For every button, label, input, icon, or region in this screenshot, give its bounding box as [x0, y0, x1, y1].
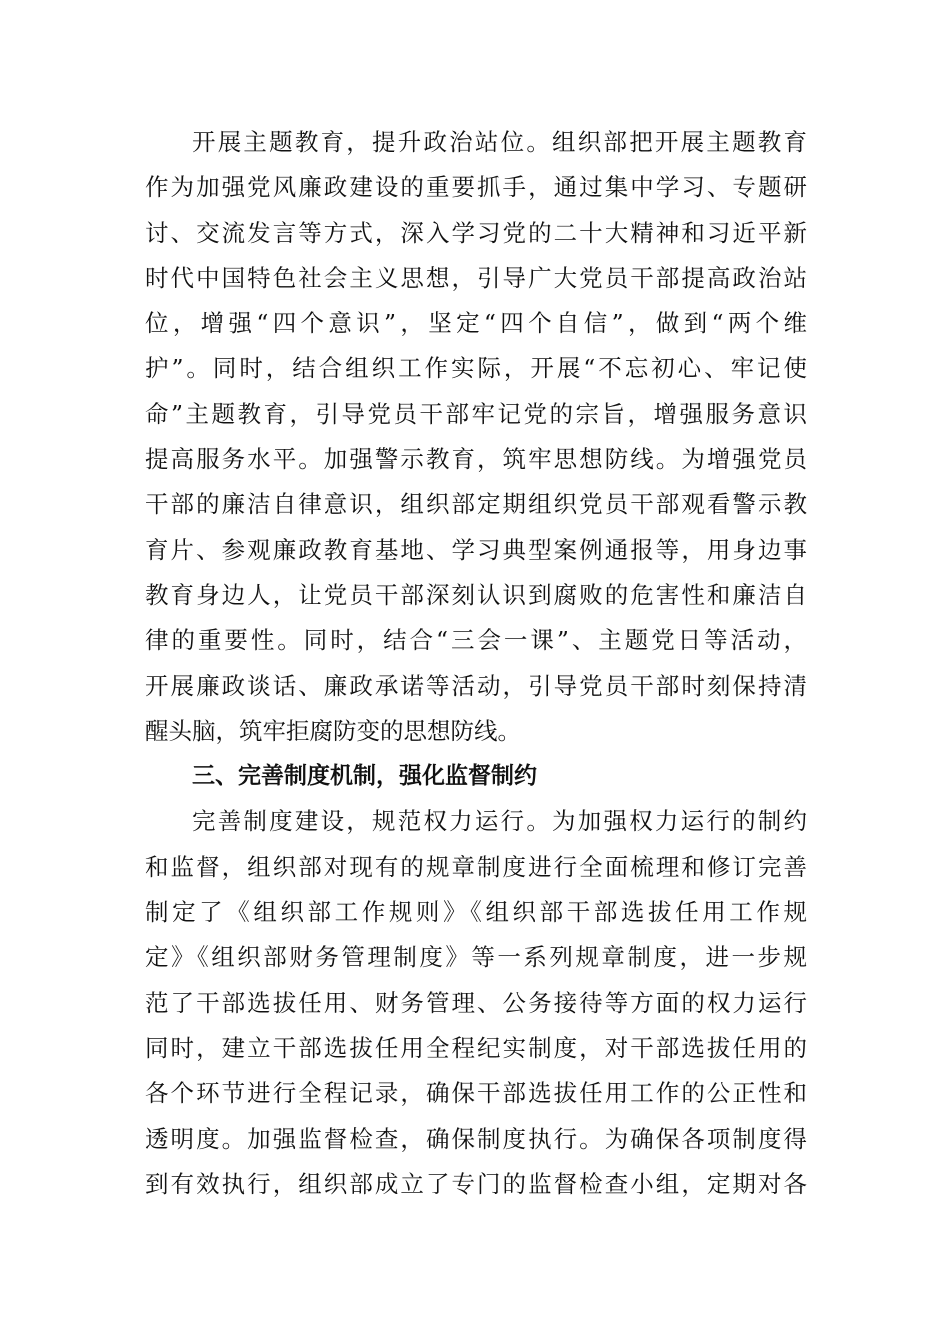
paragraph-line-20: 范了干部选拔任用、财务管理、公务接待等方面的权力运行 [145, 988, 807, 1017]
paragraph-line-21: 同时，建立干部选拔任用全程纪实制度，对干部选拔任用的 [145, 1033, 807, 1062]
paragraph-line-24: 到有效执行，组织部成立了专门的监督检查小组，定期对各 [145, 1169, 807, 1198]
paragraph-line-11: 教育身边人，让党员干部深刻认识到腐败的危害性和廉洁自 [145, 580, 807, 609]
paragraph-line-22: 各个环节进行全程记录，确保干部选拔任用工作的公正性和 [145, 1079, 807, 1108]
paragraph-line-18: 制定了《组织部工作规则》《组织部干部选拔任用工作规 [145, 898, 807, 927]
document-body [145, 120, 807, 1207]
paragraph-line-10: 育片、参观廉政教育基地、学习典型案例通报等，用身边事 [145, 535, 807, 564]
paragraph-line-23: 透明度。加强监督检查，确保制度执行。为确保各项制度得 [145, 1124, 807, 1153]
paragraph-line-12: 律的重要性。同时，结合“三会一课”、主题党日等活动， [145, 626, 807, 655]
paragraph-line-8: 提高服务水平。加强警示教育，筑牢思想防线。为增强党员 [145, 445, 807, 474]
paragraph-line-14: 醒头脑，筑牢拒腐防变的思想防线。 [145, 716, 521, 745]
paragraph-line-19: 定》《组织部财务管理制度》等一系列规章制度，进一步规 [145, 943, 807, 972]
paragraph-line-6: 护”。同时，结合组织工作实际，开展“不忘初心、牢记使 [145, 354, 807, 383]
paragraph-line-16: 完善制度建设，规范权力运行。为加强权力运行的制约 [192, 807, 807, 836]
paragraph-line-9: 干部的廉洁自律意识，组织部定期组织党员干部观看警示教 [145, 490, 807, 519]
paragraph-line-13: 开展廉政谈话、廉政承诺等活动，引导党员干部时刻保持清 [145, 671, 807, 700]
section-heading: 三、完善制度机制，强化监督制约 [192, 763, 537, 790]
paragraph-line-17: 和监督，组织部对现有的规章制度进行全面梳理和修订完善 [145, 852, 807, 881]
paragraph-line-3: 讨、交流发言等方式，深入学习党的二十大精神和习近平新 [145, 218, 807, 247]
paragraph-line-4: 时代中国特色社会主义思想，引导广大党员干部提高政治站 [145, 263, 807, 292]
paragraph-line-7: 命”主题教育，引导党员干部牢记党的宗旨，增强服务意识 [145, 399, 807, 428]
paragraph-line-2: 作为加强党风廉政建设的重要抓手，通过集中学习、专题研 [145, 173, 807, 202]
paragraph-line-1: 开展主题教育，提升政治站位。组织部把开展主题教育 [192, 128, 807, 156]
paragraph-line-5: 位，增强“四个意识”，坚定“四个自信”，做到“两个维 [145, 309, 807, 338]
